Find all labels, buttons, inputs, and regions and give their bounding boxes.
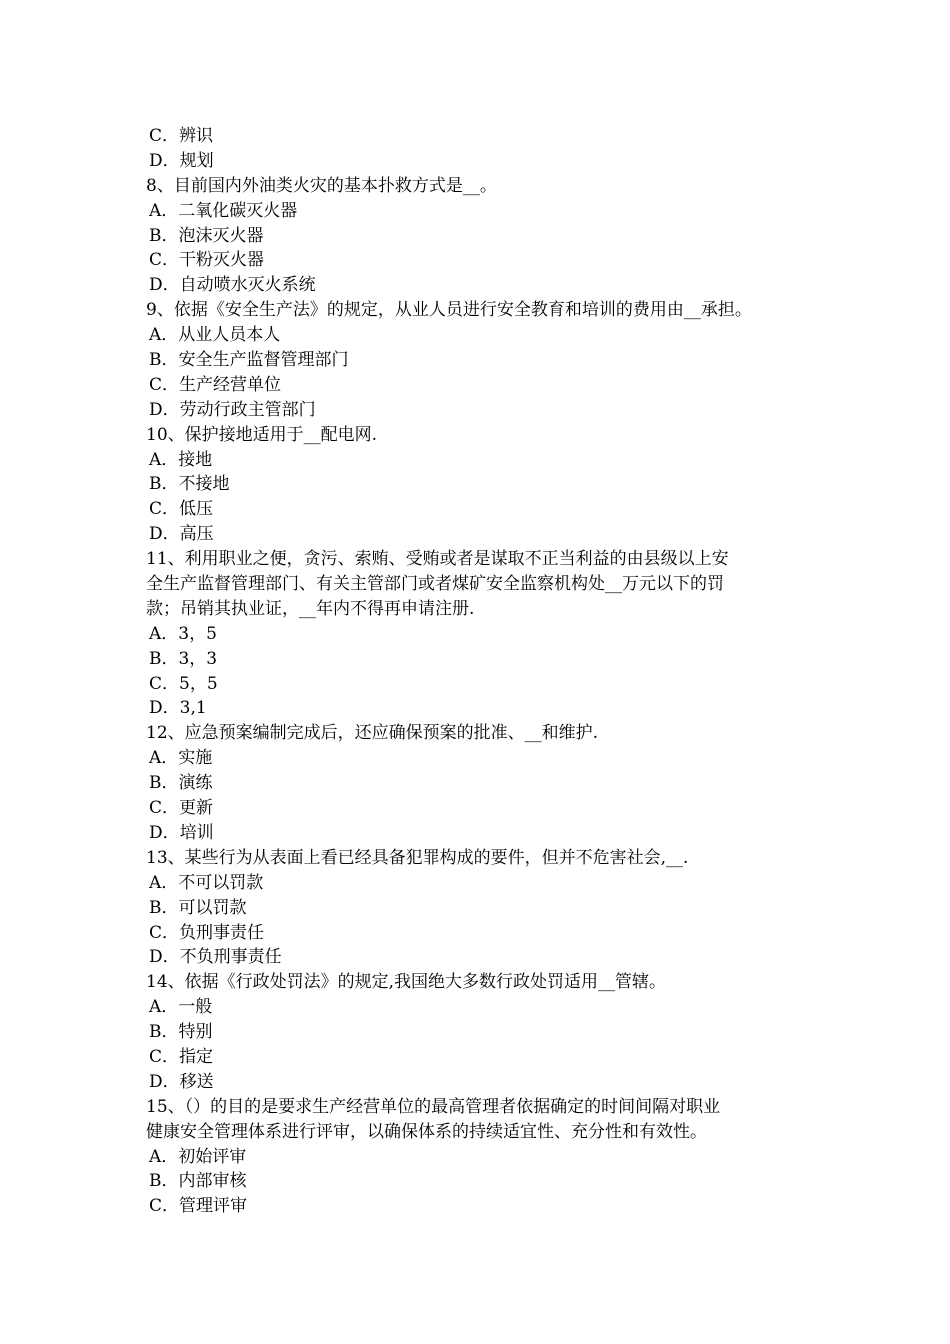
question-text: 14、依据《行政处罚法》的规定,我国绝大多数行政处罚适用__管辖。 bbox=[146, 972, 667, 993]
question-text: 12、应急预案编制完成后，还应确保预案的批准、__和维护. bbox=[146, 723, 599, 744]
answer-option: C．负刑事责任 bbox=[149, 922, 265, 943]
answer-option: D．移送 bbox=[149, 1071, 214, 1092]
question-text: 10、保护接地适用于__配电网. bbox=[146, 424, 378, 445]
answer-option: B．可以罚款 bbox=[149, 897, 247, 918]
answer-option: C．管理评审 bbox=[149, 1196, 248, 1217]
answer-option: D．3,1 bbox=[149, 698, 207, 719]
answer-option: C．低压 bbox=[149, 499, 214, 520]
answer-option: D．培训 bbox=[149, 822, 214, 843]
answer-option: A．二氧化碳灭火器 bbox=[149, 200, 298, 221]
question-text: 9、依据《安全生产法》的规定，从业人员进行安全教育和培训的费用由__承担。 bbox=[146, 300, 752, 321]
question-text: 11、利用职业之便，贪污、索贿、受贿或者是谋取不正当利益的由县级以上安 bbox=[146, 549, 729, 570]
answer-option: B．3，3 bbox=[149, 648, 218, 669]
answer-option: A．从业人员本人 bbox=[149, 325, 281, 346]
answer-option: A．初始评审 bbox=[149, 1146, 247, 1167]
answer-option: D．规划 bbox=[149, 150, 214, 171]
answer-option: A．3，5 bbox=[149, 623, 217, 644]
question-text: 13、某些行为从表面上看已经具备犯罪构成的要件，但并不危害社会,__. bbox=[146, 847, 689, 868]
answer-option: B．不接地 bbox=[149, 474, 230, 495]
answer-option: A．不可以罚款 bbox=[149, 872, 264, 893]
answer-option: C．5，5 bbox=[149, 673, 218, 694]
answer-option: A．一般 bbox=[149, 997, 213, 1018]
answer-option: C．更新 bbox=[149, 798, 214, 819]
answer-option: C．辨识 bbox=[149, 126, 214, 146]
answer-option: A．实施 bbox=[149, 748, 213, 769]
answer-option: C．指定 bbox=[149, 1046, 214, 1067]
document-page bbox=[146, 124, 826, 1219]
answer-option: D．劳动行政主管部门 bbox=[149, 399, 316, 420]
question-text: 15、（）的目的是要求生产经营单位的最高管理者依据确定的时间间隔对职业 bbox=[146, 1096, 721, 1117]
question-text: 款；吊销其执业证，__年内不得再申请注册. bbox=[146, 598, 475, 619]
answer-option: B．特别 bbox=[149, 1022, 213, 1043]
question-text: 健康安全管理体系进行评审，以确保体系的持续适宜性、充分性和有效性。 bbox=[146, 1121, 707, 1142]
question-text: 全生产监督管理部门、有关主管部门或者煤矿安全监察机构处__万元以下的罚 bbox=[146, 574, 724, 595]
answer-option: B．演练 bbox=[149, 773, 213, 794]
answer-option: B．泡沫灭火器 bbox=[149, 225, 264, 246]
answer-option: D．高压 bbox=[149, 524, 214, 545]
answer-option: C．干粉灭火器 bbox=[149, 250, 265, 271]
answer-option: D．自动喷水灭火系统 bbox=[149, 275, 316, 296]
answer-option: B．内部审核 bbox=[149, 1171, 247, 1192]
answer-option: B．安全生产监督管理部门 bbox=[149, 350, 349, 371]
answer-option: A．接地 bbox=[149, 449, 213, 470]
question-text: 8、目前国内外油类火灾的基本扑救方式是__。 bbox=[146, 175, 497, 196]
answer-option: C．生产经营单位 bbox=[149, 374, 282, 395]
answer-option: D．不负刑事责任 bbox=[149, 947, 282, 968]
